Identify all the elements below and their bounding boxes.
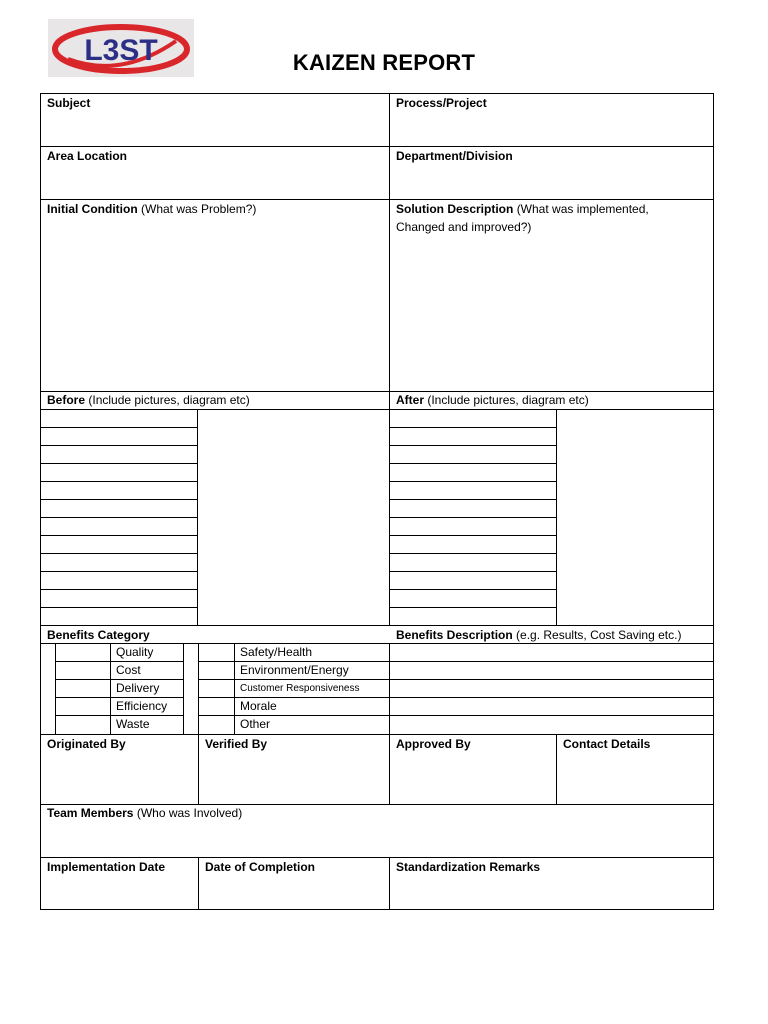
logo-graphic xyxy=(48,19,194,77)
category-delivery: Delivery xyxy=(116,681,160,695)
approved-by-label: Approved By xyxy=(396,737,471,751)
category-efficiency: Efficiency xyxy=(116,699,168,713)
benefits-description-label: Benefits Description (e.g. Results, Cost Saving etc.) xyxy=(396,628,682,642)
department-division-label: Department/Division xyxy=(396,149,513,163)
solution-description-label: Solution Description (What was implemented, Changed and improved?) xyxy=(396,202,649,234)
category-quality: Quality xyxy=(116,645,154,659)
category-cost: Cost xyxy=(116,663,141,677)
originated-by-label: Originated By xyxy=(47,737,126,751)
category-customer-responsiveness: Customer Responsiveness xyxy=(240,683,360,694)
date-of-completion-label: Date of Completion xyxy=(205,860,315,874)
standardization-remarks-label: Standardization Remarks xyxy=(396,860,541,874)
subject-label: Subject xyxy=(47,96,91,110)
after-label: After (Include pictures, diagram etc) xyxy=(396,393,589,407)
contact-details-label: Contact Details xyxy=(563,737,651,751)
before-label: Before (Include pictures, diagram etc) xyxy=(47,393,250,407)
page-title: KAIZEN REPORT xyxy=(292,50,476,75)
logo-text: L3ST xyxy=(84,34,158,67)
verified-by-label: Verified By xyxy=(205,737,268,751)
category-morale: Morale xyxy=(240,699,277,713)
area-location-label: Area Location xyxy=(47,149,128,163)
process-project-label: Process/Project xyxy=(396,96,487,110)
category-environment-energy: Environment/Energy xyxy=(240,663,349,677)
category-other: Other xyxy=(240,717,271,731)
implementation-date-label: Implementation Date xyxy=(47,860,166,874)
benefits-category-label: Benefits Category xyxy=(47,628,150,642)
category-waste: Waste xyxy=(116,717,150,731)
initial-condition-label: Initial Condition (What was Problem?) xyxy=(47,202,257,216)
category-safety-health: Safety/Health xyxy=(240,645,313,659)
company-logo xyxy=(48,19,194,77)
team-members-label: Team Members (Who was Involved) xyxy=(47,806,243,820)
